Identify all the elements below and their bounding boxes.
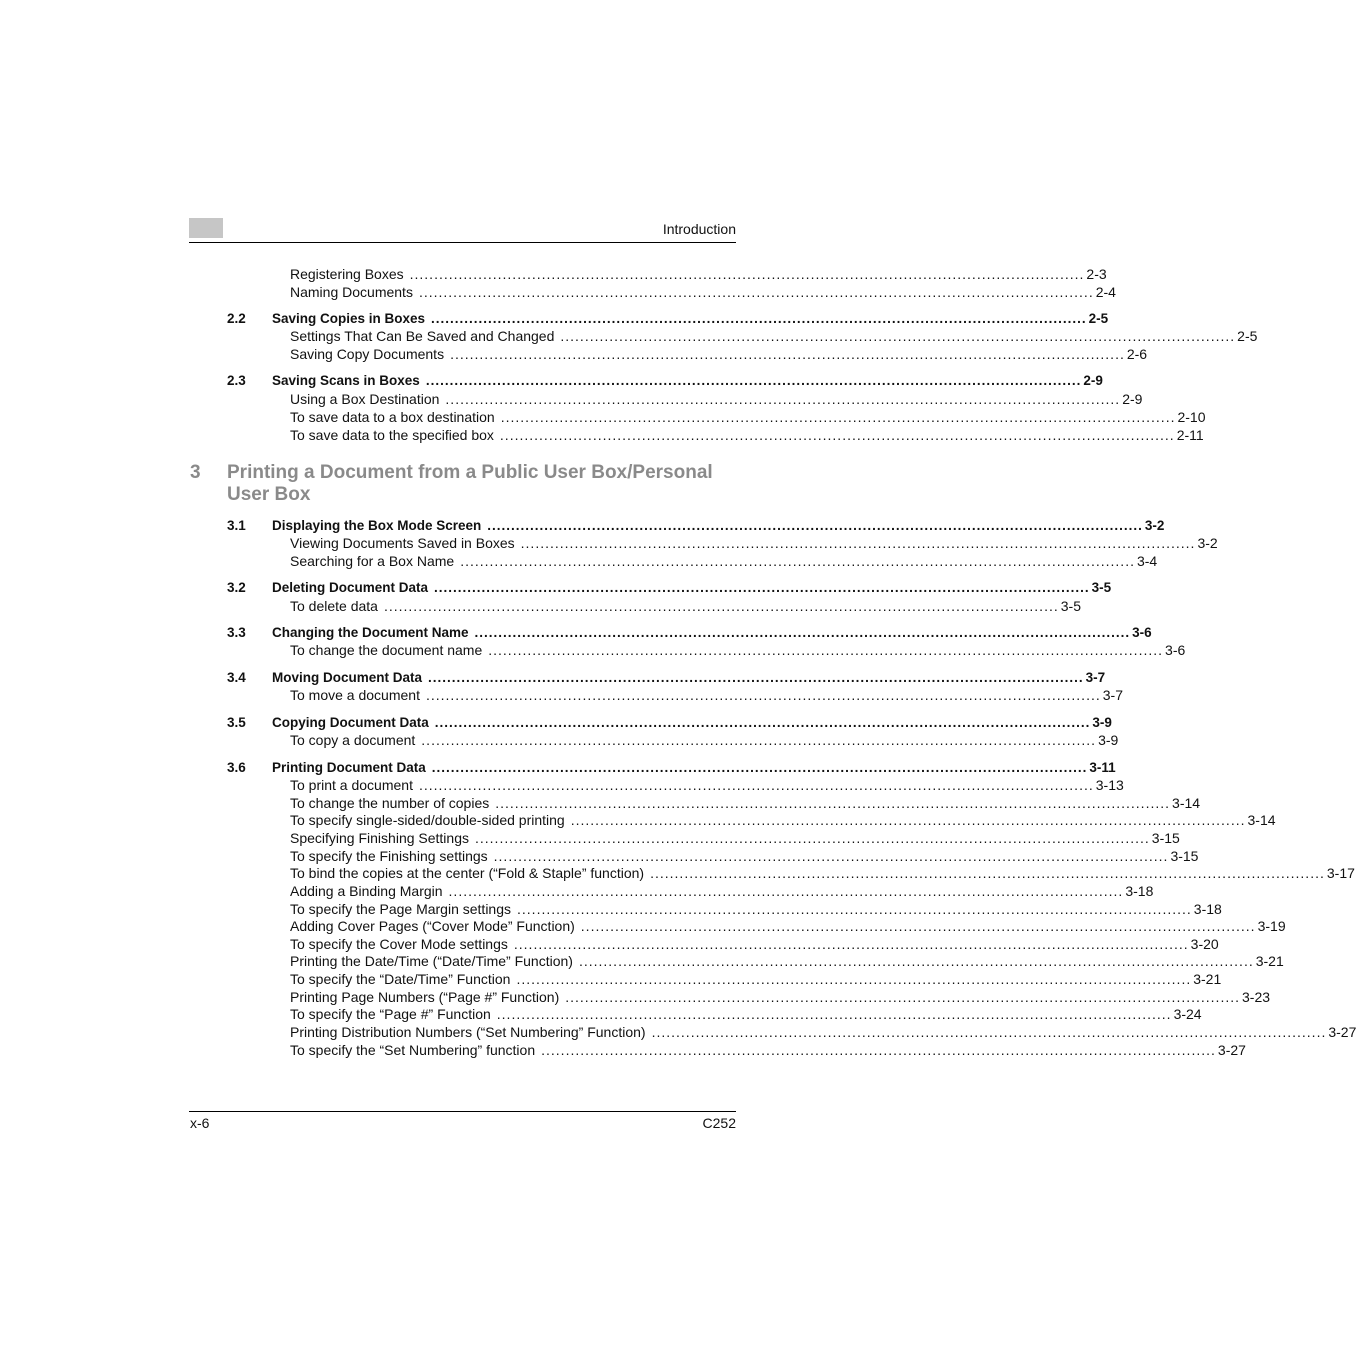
toc-section-entry[interactable]: [272, 372, 1103, 389]
toc-entry[interactable]: [290, 865, 1355, 882]
toc-entry-title: Naming Documents: [290, 284, 413, 300]
toc-leader: ..........................................................................................................................................: [475, 830, 1150, 846]
toc-entry[interactable]: [290, 1042, 1246, 1059]
toc-leader: ..........................................................................................................................................: [565, 989, 1241, 1005]
toc-entry[interactable]: [290, 953, 1284, 970]
toc-page-number: 3-17: [1326, 865, 1355, 881]
toc-entry-title: To specify the Finishing settings: [290, 848, 488, 864]
chapter-title[interactable]: Printing a Document from a Public User Box/Personal User Box: [227, 462, 713, 505]
toc-page-number: 3-21: [1255, 953, 1284, 969]
header-rule: [189, 242, 736, 243]
toc-entry-title: Saving Copies in Boxes: [272, 311, 426, 326]
toc-entry[interactable]: [290, 830, 1180, 847]
toc-entry-title: To copy a document: [290, 732, 416, 748]
toc-entry[interactable]: [290, 284, 1116, 301]
toc-leader: ..........................................................................................................................................: [650, 865, 1325, 881]
toc-entry-title: To save data to a box destination: [290, 409, 495, 425]
toc-leader: ..........................................................................................................................................: [460, 553, 1135, 569]
toc-page-number: 2-6: [1126, 346, 1148, 362]
toc-leader: ..........................................................................................................................................: [499, 427, 1175, 443]
toc-leader: ..........................................................................................................................................: [428, 670, 1084, 685]
toc-page-number: 2-9: [1083, 373, 1103, 388]
toc-leader: ..........................................................................................................................................: [418, 284, 1094, 300]
chapter-tab-marker: [189, 218, 223, 238]
toc-page-number: 3-4: [1136, 553, 1158, 569]
toc-leader: ..........................................................................................................................................: [425, 373, 1082, 388]
toc-entry[interactable]: [290, 795, 1201, 812]
toc-page-number: 3-21: [1193, 971, 1222, 987]
toc-page-number: 2-11: [1176, 427, 1204, 443]
toc-leader: ..........................................................................................................................................: [431, 760, 1088, 775]
toc-page-number: 3-5: [1060, 598, 1081, 614]
toc-section-entry[interactable]: [272, 669, 1106, 686]
toc-entry[interactable]: [290, 812, 1276, 829]
toc-entry-title: To specify single-sided/double-sided printing: [290, 812, 565, 828]
toc-entry-title: To save data to the specified box: [290, 427, 494, 443]
toc-page-number: 2-9: [1122, 391, 1143, 407]
toc-leader: ..........................................................................................................................................: [651, 1024, 1327, 1040]
toc-page-number: 3-15: [1151, 830, 1180, 846]
toc-entry[interactable]: [290, 409, 1206, 426]
toc-entry[interactable]: [290, 1024, 1356, 1041]
toc-entry-title: To specify the “Page #” Function: [290, 1006, 491, 1022]
toc-leader: ..........................................................................................................................................: [450, 346, 1125, 362]
toc-page-number: 3-24: [1173, 1006, 1202, 1022]
chapter-number: 3: [190, 462, 201, 483]
toc-section-number: 3.4: [227, 670, 246, 685]
toc-entry[interactable]: [290, 266, 1107, 283]
toc-page-number: 3-9: [1092, 715, 1112, 730]
toc-entry[interactable]: [290, 732, 1119, 749]
running-header: Introduction: [662, 221, 736, 237]
toc-entry-title: To bind the copies at the center (“Fold & Staple” function): [290, 865, 645, 881]
toc-section-entry[interactable]: [272, 579, 1112, 596]
toc-leader: ..........................................................................................................................................: [445, 391, 1121, 407]
toc-leader: ..........................................................................................................................................: [560, 328, 1236, 344]
toc-entry-title: To move a document: [290, 687, 420, 703]
toc-entry-title: Saving Copy Documents: [290, 346, 445, 362]
toc-entry[interactable]: [290, 777, 1124, 794]
toc-entry[interactable]: [290, 553, 1158, 570]
toc-leader: ..........................................................................................................................................: [493, 848, 1169, 864]
toc-leader: ..........................................................................................................................................: [516, 971, 1192, 987]
toc-page-number: 3-19: [1257, 918, 1286, 934]
toc-page-number: 3-9: [1098, 732, 1119, 748]
toc-entry-title: Using a Box Destination: [290, 391, 440, 407]
toc-leader: ..........................................................................................................................................: [425, 687, 1101, 703]
toc-leader: ..........................................................................................................................................: [383, 598, 1059, 614]
toc-leader: ..........................................................................................................................................: [434, 715, 1091, 730]
toc-section-entry[interactable]: [272, 714, 1112, 731]
page-number: x-6: [190, 1115, 210, 1131]
toc-section-number: 3.5: [227, 715, 246, 730]
toc-page-number: 3-18: [1193, 901, 1222, 917]
toc-entry-title: Adding Cover Pages (“Cover Mode” Function): [290, 918, 575, 934]
toc-entry-title: Changing the Document Name: [272, 625, 469, 640]
toc-leader: ..........................................................................................................................................: [431, 311, 1087, 326]
toc-section-number: 3.2: [227, 580, 246, 595]
toc-page-number: 2-3: [1086, 266, 1107, 282]
toc-page-number: 3-13: [1095, 777, 1124, 793]
toc-section-entry[interactable]: [272, 624, 1152, 641]
toc-entry[interactable]: [290, 427, 1204, 444]
toc-entry-title: To specify the “Date/Time” Function: [290, 971, 511, 987]
toc-section-number: 2.2: [227, 311, 246, 326]
toc-entry[interactable]: [290, 901, 1222, 918]
toc-section-entry[interactable]: [272, 517, 1165, 534]
toc-leader: ..........................................................................................................................................: [434, 580, 1090, 595]
toc-entry-title: Settings That Can Be Saved and Changed: [290, 328, 555, 344]
toc-leader: ..........................................................................................................................................: [418, 777, 1094, 793]
toc-leader: ..........................................................................................................................................: [517, 901, 1192, 917]
toc-entry-title: To print a document: [290, 777, 413, 793]
toc-page-number: 3-2: [1197, 535, 1218, 551]
toc-leader: ..........................................................................................................................................: [487, 518, 1143, 533]
toc-entry-title: Moving Document Data: [272, 670, 423, 685]
toc-page-number: 2-5: [1088, 311, 1109, 326]
toc-entry-title: To specify the Page Margin settings: [290, 901, 512, 917]
toc-entry-title: To specify the Cover Mode settings: [290, 936, 508, 952]
toc-page-number: 3-7: [1085, 670, 1106, 685]
toc-entry-title: To change the document name: [290, 642, 483, 658]
toc-leader: ..........................................................................................................................................: [421, 732, 1097, 748]
toc-page-number: 3-23: [1242, 989, 1271, 1005]
toc-page-number: 3-18: [1125, 883, 1154, 899]
toc-entry[interactable]: [290, 687, 1123, 704]
toc-entry-title: Viewing Documents Saved in Boxes: [290, 535, 515, 551]
toc-entry-title: Printing Distribution Numbers (“Set Numbering” Function): [290, 1024, 646, 1040]
toc-page-number: 3-5: [1091, 580, 1112, 595]
toc-page-number: 2-5: [1237, 328, 1258, 344]
toc-page-number: 3-7: [1102, 687, 1123, 703]
toc-entry-title: Displaying the Box Mode Screen: [272, 518, 482, 533]
toc-entry[interactable]: [290, 391, 1143, 408]
footer-rule: [189, 1111, 736, 1112]
toc-leader: ..........................................................................................................................................: [488, 642, 1164, 658]
toc-entry[interactable]: [290, 598, 1081, 615]
toc-section-entry[interactable]: [272, 759, 1116, 776]
toc-leader: ..........................................................................................................................................: [409, 266, 1085, 282]
toc-page-number: 3-20: [1190, 936, 1219, 952]
toc-entry-title: Searching for a Box Name: [290, 553, 455, 569]
model-name: C252: [702, 1115, 736, 1131]
toc-leader: ..........................................................................................................................................: [496, 1006, 1172, 1022]
toc-entry-title: Printing Document Data: [272, 760, 426, 775]
toc-page-number: 3-11: [1089, 760, 1116, 775]
toc-page-number: 2-4: [1095, 284, 1116, 300]
toc-entry[interactable]: [290, 535, 1218, 552]
toc-entry[interactable]: [290, 989, 1271, 1006]
toc-entry[interactable]: [290, 883, 1154, 900]
toc-page-number: 2-10: [1177, 409, 1206, 425]
toc-entry[interactable]: [290, 346, 1148, 363]
toc-entry-title: To specify the “Set Numbering” function: [290, 1042, 536, 1058]
toc-leader: ..........................................................................................................................................: [448, 883, 1124, 899]
toc-leader: ..........................................................................................................................................: [580, 918, 1256, 934]
toc-leader: ..........................................................................................................................................: [500, 409, 1176, 425]
toc-entry-title: Copying Document Data: [272, 715, 429, 730]
toc-leader: ..........................................................................................................................................: [474, 625, 1131, 640]
toc-leader: ..........................................................................................................................................: [495, 795, 1171, 811]
toc-entry[interactable]: [290, 971, 1222, 988]
toc-entry-title: Printing the Date/Time (“Date/Time” Function): [290, 953, 573, 969]
toc-entry-title: To change the number of copies: [290, 795, 490, 811]
toc-page-number: 3-14: [1172, 795, 1201, 811]
toc-leader: ..........................................................................................................................................: [578, 953, 1254, 969]
toc-leader: ..........................................................................................................................................: [513, 936, 1189, 952]
toc-entry[interactable]: [290, 936, 1219, 953]
toc-section-number: 2.3: [227, 373, 246, 388]
toc-leader: ..........................................................................................................................................: [570, 812, 1246, 828]
toc-entry-title: Printing Page Numbers (“Page #” Function): [290, 989, 560, 1005]
toc-entry[interactable]: [290, 328, 1258, 345]
toc-entry[interactable]: [290, 642, 1186, 659]
toc-page-number: 3-2: [1144, 518, 1165, 533]
toc-section-number: 3.3: [227, 625, 246, 640]
toc-page-number: 3-6: [1165, 642, 1186, 658]
toc-entry[interactable]: [290, 848, 1199, 865]
toc-entry-title: Saving Scans in Boxes: [272, 373, 420, 388]
toc-entry-title: Specifying Finishing Settings: [290, 830, 469, 846]
toc-entry-title: To delete data: [290, 598, 378, 614]
toc-page-number: 3-15: [1170, 848, 1199, 864]
toc-entry-title: Registering Boxes: [290, 266, 404, 282]
toc-section-entry[interactable]: [272, 310, 1109, 327]
toc-entry-title: Deleting Document Data: [272, 580, 429, 595]
toc-page-number: 3-27: [1328, 1024, 1356, 1040]
toc-entry-title: Adding a Binding Margin: [290, 883, 443, 899]
toc-page-number: 3-6: [1132, 625, 1152, 640]
toc-leader: ..........................................................................................................................................: [520, 535, 1196, 551]
toc-entry[interactable]: [290, 918, 1286, 935]
toc-entry[interactable]: [290, 1006, 1202, 1023]
toc-page-number: 3-27: [1217, 1042, 1246, 1058]
toc-section-number: 3.6: [227, 760, 246, 775]
toc-leader: ..........................................................................................................................................: [541, 1042, 1216, 1058]
toc-section-number: 3.1: [227, 518, 246, 533]
toc-page-number: 3-14: [1247, 812, 1276, 828]
